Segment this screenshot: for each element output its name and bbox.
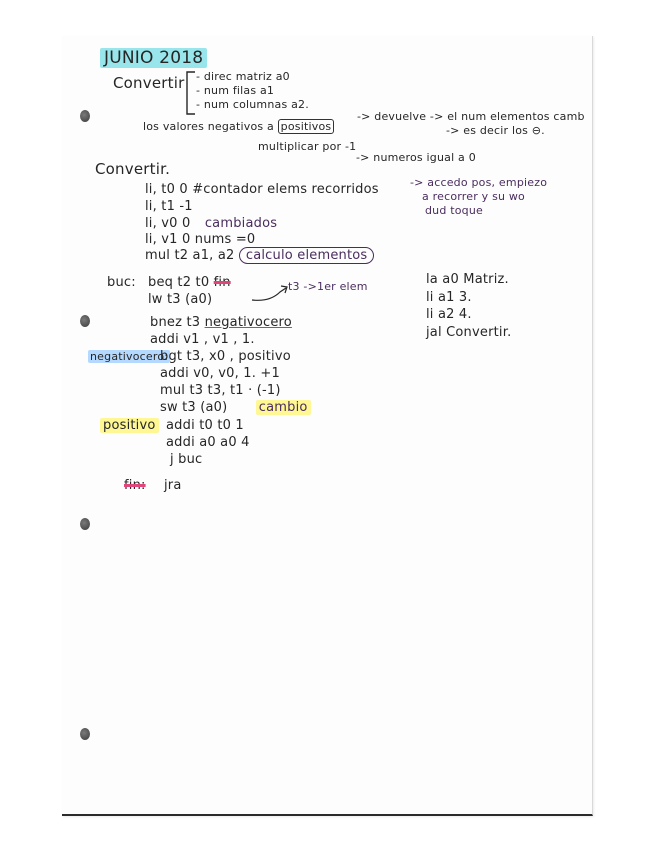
intro-note-zero: -> numeros igual a 0 (356, 151, 476, 164)
code-line-3 (145, 216, 277, 231)
function-label: Convertir. (95, 160, 171, 178)
main-line-1: la a0 Matriz. (426, 272, 509, 287)
code-line-8 (150, 315, 292, 330)
code-line-6 (148, 275, 231, 290)
code-line-3-a: li, v0 0 (145, 216, 191, 231)
code-line-7: lw t3 (a0) (148, 292, 213, 307)
intro-note-d: -> es decir los ⊖. (446, 124, 545, 137)
code-line-2: li, t1 -1 (145, 199, 193, 214)
main-line-3: li a2 4. (426, 307, 472, 322)
code-line-5-oval: calculo elementos (239, 247, 375, 264)
label-positivo (100, 418, 159, 433)
param-matrix: - direc matriz a0 (196, 70, 290, 83)
code-line-14: addi t0 t0 1 (166, 418, 244, 433)
page-title (100, 48, 207, 68)
code-line-6-a: beq t2 t0 (148, 275, 210, 290)
code-line-13-b: cambio (256, 400, 311, 415)
side-note-3: dud toque (425, 204, 483, 217)
convertir-heading: Convertir (113, 74, 185, 92)
intro-note-line1 (143, 120, 334, 133)
arrow-connector (250, 282, 290, 304)
code-line-6-note: t3 ->1er elem (288, 280, 368, 293)
code-line-16: j buc (170, 452, 203, 467)
intro-note-a: los valores negativos a (143, 120, 274, 133)
binder-hole (80, 728, 90, 740)
code-line-1: li, t0 0 #contador elems recorridos (145, 182, 379, 197)
label-negativocero-text: negativocero: (90, 350, 169, 363)
param-rows: - num filas a1 (196, 84, 275, 97)
intro-note-multiply: multiplicar por -1 (258, 140, 357, 153)
code-line-5-a: mul t2 a1, a2 (145, 248, 235, 263)
main-line-2: li a1 3. (426, 290, 472, 305)
code-line-3-b: cambiados (204, 216, 278, 231)
code-line-11: addi v0, v0, 1. +1 (160, 366, 280, 381)
code-line-6-fin: fin (213, 275, 231, 290)
label-fin (124, 478, 146, 493)
intro-note-c: -> devuelve -> el num elementos camb (357, 110, 585, 123)
code-line-10: bgt t3, x0 , positivo (160, 349, 291, 364)
page-title-text: JUNIO 2018 (100, 48, 207, 68)
code-line-4: li, v1 0 nums =0 (145, 232, 256, 247)
label-negativocero (88, 350, 170, 363)
code-line-13 (160, 400, 311, 415)
code-line-17: jra (164, 478, 182, 493)
label-fin-text: fin: (124, 478, 146, 493)
binder-hole (80, 518, 90, 530)
code-line-8-b: negativocero (204, 315, 292, 330)
side-note-2: a recorrer y su wo (422, 190, 525, 203)
code-line-5 (145, 248, 374, 263)
label-positivo-text: positivo (100, 418, 159, 433)
code-line-8-a: bnez t3 (150, 315, 201, 330)
code-line-15: addi a0 a0 4 (166, 435, 250, 450)
label-buc: buc: (107, 275, 136, 290)
code-line-9: addi v1 , v1 , 1. (150, 332, 255, 347)
brace-bracket (183, 70, 197, 116)
intro-note-positivos: positivos (278, 119, 335, 134)
binder-hole (80, 315, 90, 327)
param-cols: - num columnas a2. (196, 98, 309, 111)
code-line-13-a: sw t3 (a0) (160, 400, 228, 415)
main-line-4: jal Convertir. (426, 325, 512, 340)
side-note-1: -> accedo pos, empiezo (410, 176, 548, 189)
code-line-12: mul t3 t3, t1 · (-1) (160, 383, 281, 398)
binder-hole (80, 110, 90, 122)
